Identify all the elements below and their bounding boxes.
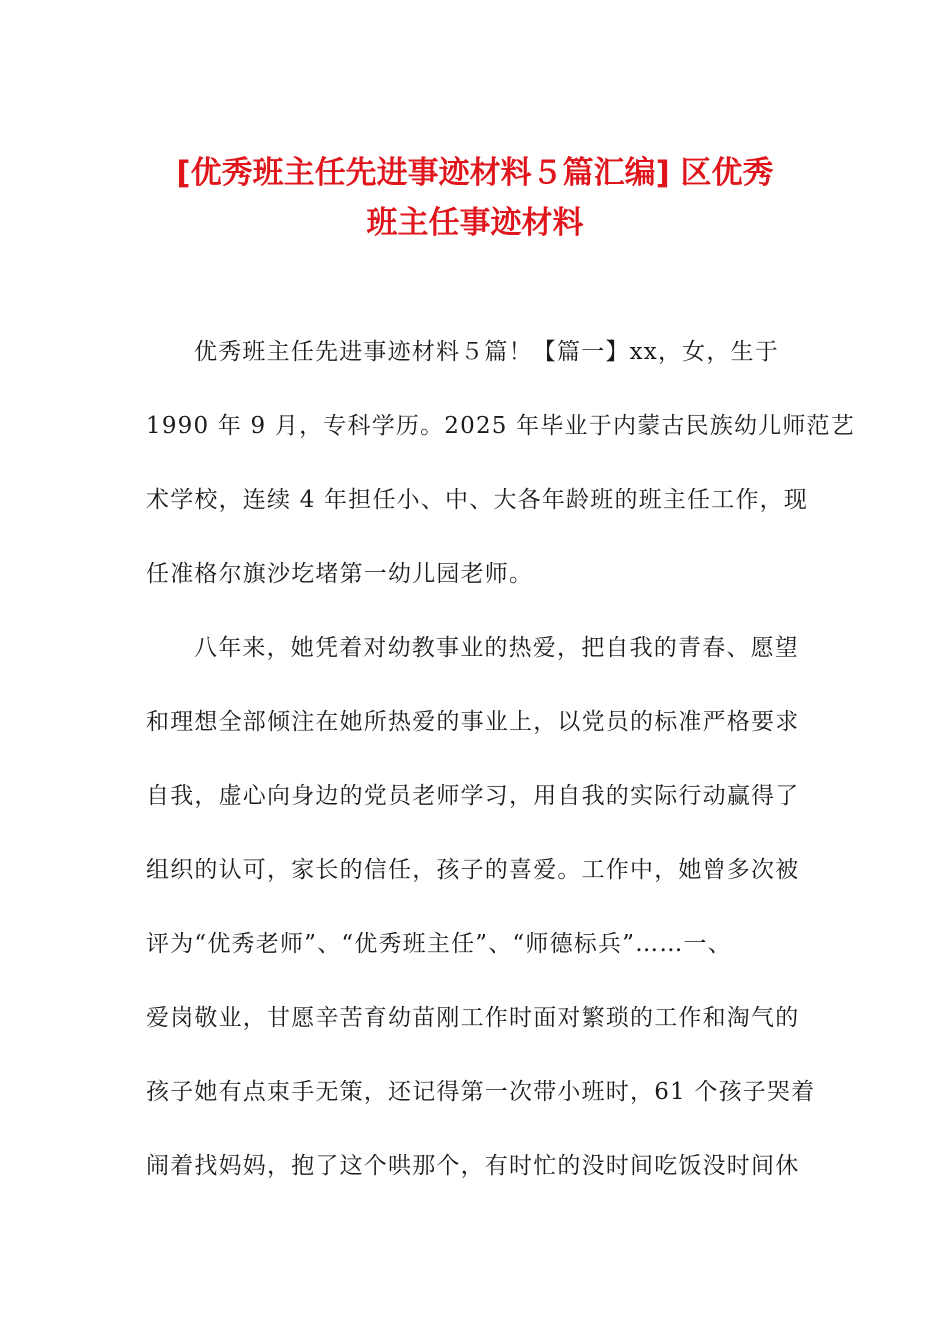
paragraph-2-line-2: 和理想全部倾注在她所热爱的事业上，以党员的标准严格要求	[146, 709, 800, 735]
paragraph-2-line-8: 闹着找妈妈，抱了这个哄那个，有时忙的没时间吃饭没时间休	[146, 1153, 800, 1179]
paragraph-1-line-2: 1990 年 9 月，专科学历。2025 年毕业于内蒙古民族幼儿师范艺	[146, 413, 855, 439]
paragraph-2-line-6: 爱岗敬业，甘愿辛苦育幼苗刚工作时面对繁琐的工作和淘气的	[146, 1005, 800, 1031]
title-line-2: 班主任事迹材料	[366, 205, 584, 241]
paragraph-2-line-5: 评为“优秀老师”、“优秀班主任”、“师德标兵”……一、	[146, 931, 732, 957]
paragraph-1-line-3: 术学校，连续 4 年担任小、中、大各年龄班的班主任工作，现	[146, 487, 809, 513]
paragraph-1-line-1: 优秀班主任先进事迹材料５篇！【篇一】xx，女，生于	[194, 339, 779, 365]
document-title	[140, 148, 810, 248]
title-line-1: [优秀班主任先进事迹材料５篇汇编] 区优秀	[176, 155, 774, 191]
paragraph-1-line-4: 任准格尔旗沙圪堵第一幼儿园老师。	[146, 561, 534, 587]
paragraph-2-line-3: 自我，虚心向身边的党员老师学习，用自我的实际行动赢得了	[146, 783, 800, 809]
paragraph-2-line-7: 孩子她有点束手无策，还记得第一次带小班时，61 个孩子哭着	[146, 1079, 816, 1105]
paragraph-2-line-1: 八年来，她凭着对幼教事业的热爱，把自我的青春、愿望	[194, 635, 799, 661]
paragraph-2-line-4: 组织的认可，家长的信任，孩子的喜爱。工作中，她曾多次被	[146, 857, 800, 883]
